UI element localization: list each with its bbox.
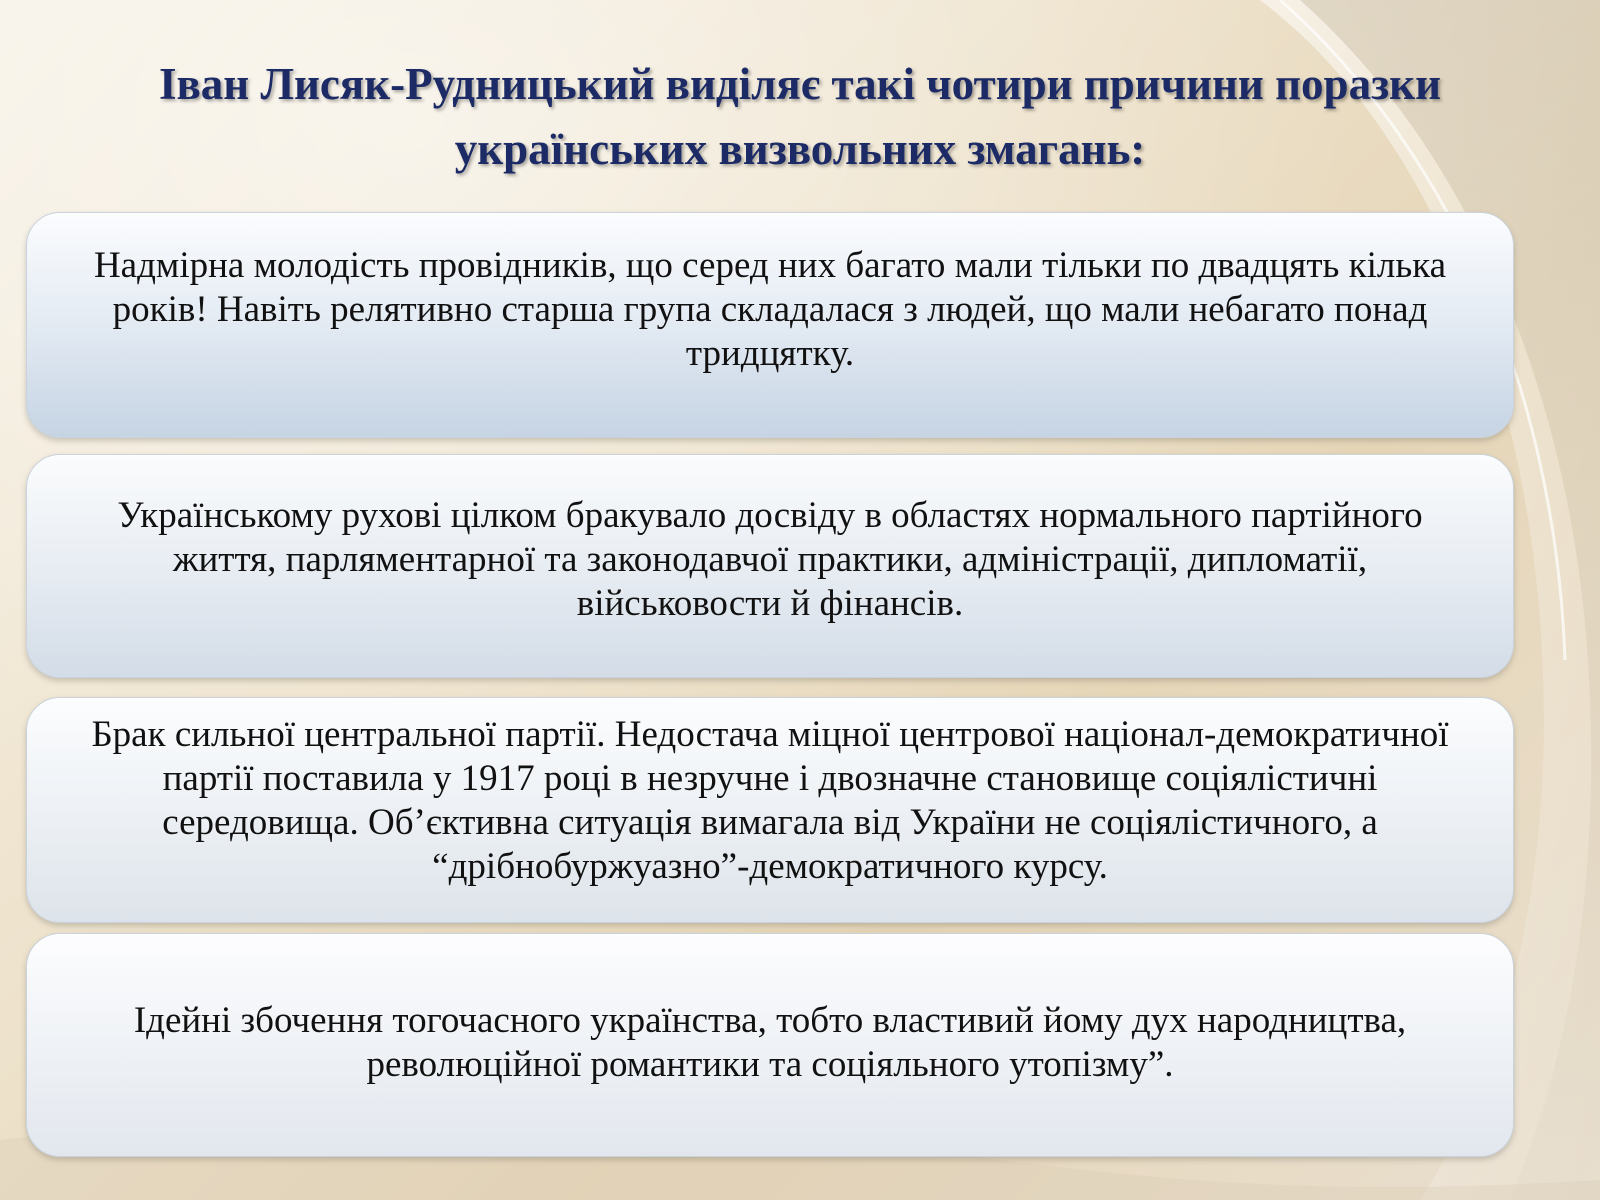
reason-text-4: Ідейні збочення тогочасного українства, тобто властивий йому дух народництва, революційної романтики та соціяльного утопізму”. [133, 1000, 1407, 1085]
slide-title: Іван Лисяк-Рудницький виділяє такі чотири причини поразки українських визвольних змагань: [158, 59, 1442, 174]
reason-text-1: Надмірна молодість провідників, що серед них багато мали тільки по двадцять кілька років! Навіть релятивно старша група складалася з людей, що мали небагато понад тридцятку. [93, 245, 1447, 374]
reason-text-3: Брак сильної центральної партії. Недостача міцної центрової націонал-демократичної партії поставила у 1917 році в незручне і двозначне становище соціялістичні середовища. Об’єктивна ситуація вимагала від України не соціялістичного, а “дрібнобуржуазно”-демократичного курсу. [91, 714, 1449, 887]
reason-text-2: Українському рухові цілком бракувало досвіду в областях нормального партійного життя, парляментарної та законодавчої практики, адміністрації, дипломатії, військовости й фінансів. [117, 495, 1423, 624]
reason-card-2 [26, 454, 1514, 678]
reason-card-3 [26, 697, 1514, 923]
reason-card-1 [26, 212, 1514, 438]
reason-card-4 [26, 933, 1514, 1157]
